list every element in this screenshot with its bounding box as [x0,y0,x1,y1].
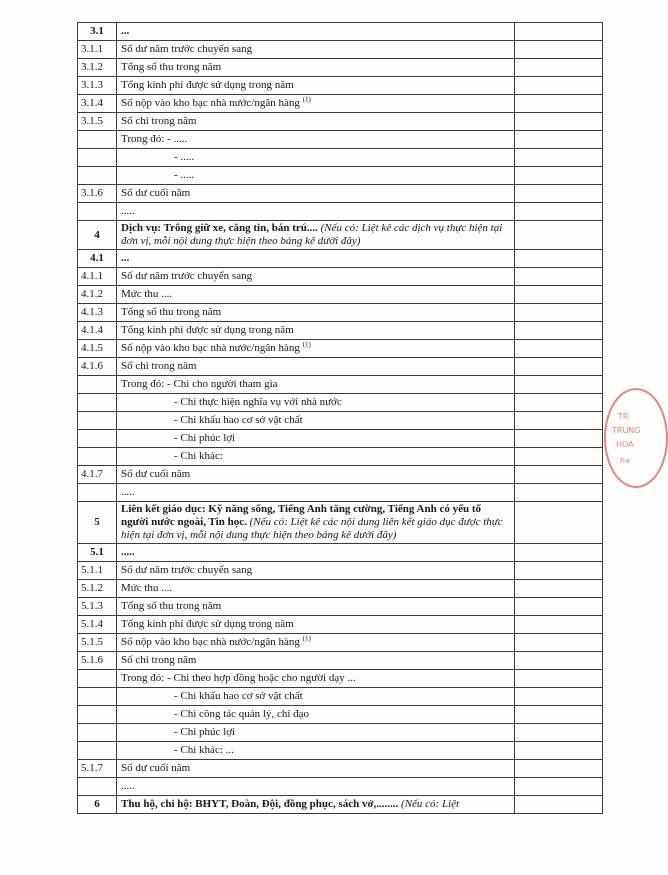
row-content [117,286,515,304]
footnote-marker: (1) [302,340,311,349]
row-label: ..... [121,780,135,792]
row-number [78,670,117,688]
row-label: Số dư năm trước chuyển sang [121,564,253,576]
row-number: 5.1.6 [78,652,117,670]
row-content [117,760,515,778]
row-label: - ..... [174,169,195,181]
value-cell [515,706,603,724]
value-cell [515,466,603,484]
row-label: Số dư cuối năm [121,762,191,774]
row-label: ... [121,25,130,37]
value-cell [515,95,603,113]
row-label: Số dư năm trước chuyển sang [121,43,253,55]
row-label: - Chi thực hiện nghĩa vụ với nhà nước [174,396,342,408]
value-cell [515,340,603,358]
row-content [117,562,515,580]
row-number: 5.1.5 [78,634,117,652]
row-label: Số chi trong năm [121,654,197,666]
table-row [78,394,603,412]
row-content [117,59,515,77]
value-cell [515,412,603,430]
value-cell [515,448,603,466]
row-number [78,448,117,466]
row-number: 5.1.2 [78,580,117,598]
value-cell [515,616,603,634]
row-number [78,376,117,394]
row-label: - Chi khác: ... [174,744,234,756]
row-content [117,23,515,41]
row-content [117,203,515,221]
value-cell [515,59,603,77]
row-content [117,430,515,448]
row-number: 4.1.4 [78,322,117,340]
value-cell [515,376,603,394]
row-number: 4.1 [78,250,117,268]
row-label: - ..... [174,151,195,163]
table-row [78,167,603,185]
row-label: Tổng kinh phí được sử dụng trong năm [121,618,294,630]
value-cell [515,23,603,41]
row-label: Tổng số thu trong năm [121,61,222,73]
value-cell [515,358,603,376]
row-number [78,430,117,448]
row-content [117,580,515,598]
value-cell [515,149,603,167]
value-cell [515,580,603,598]
value-cell [515,113,603,131]
section-note: (Nếu có: Liệt kê các nội dung liên kết giáo dục được thực hiện tại đơn vị, mỗi nội dung thực hiện theo bảng kê dưới đây) [121,516,503,541]
row-label: - Chi công tác quản lý, chỉ đạo [174,708,310,720]
stamp-text: HOA [616,440,634,449]
section-row [78,221,603,250]
value-cell [515,250,603,268]
table-row [78,634,603,652]
report-table [77,22,603,814]
row-content [117,185,515,203]
row-label: Trong đó: - ..... [121,133,188,145]
row-content [117,149,515,167]
row-label: Số dư cuối năm [121,468,191,480]
row-number: 3.1.2 [78,59,117,77]
value-cell [515,742,603,760]
row-content [117,394,515,412]
table-row [78,23,603,41]
row-label: Tổng kinh phí được sử dụng trong năm [121,79,294,91]
value-cell [515,688,603,706]
table-row [78,706,603,724]
row-number [78,203,117,221]
table-row [78,670,603,688]
row-label: - Chi khác: [174,450,223,462]
row-label: - Chi khấu hao cơ sở vật chất [174,690,303,702]
row-number: 6 [78,796,117,814]
value-cell [515,167,603,185]
row-content [117,167,515,185]
table-row [78,185,603,203]
table-row [78,131,603,149]
table-row [78,412,603,430]
row-content [117,688,515,706]
table-row [78,304,603,322]
row-content [117,221,515,250]
row-label: - Chi khấu hao cơ sở vật chất [174,414,303,426]
table-row [78,580,603,598]
row-number [78,706,117,724]
value-cell [515,77,603,95]
table-row [78,430,603,448]
row-number: 4.1.3 [78,304,117,322]
row-number: 4.1.6 [78,358,117,376]
value-cell [515,185,603,203]
value-cell [515,562,603,580]
row-content [117,412,515,430]
row-label: ... [121,252,130,264]
red-seal-stamp [604,388,668,488]
row-label: Số nộp vào kho bạc nhà nước/ngân hàng [121,97,300,109]
row-number: 4.1.2 [78,286,117,304]
row-content [117,322,515,340]
table-row [78,203,603,221]
row-content [117,670,515,688]
section-title: Thu hộ, chi hộ: BHYT, Đoàn, Đội, đồng phục, sách vở,........ [121,798,402,810]
row-content [117,634,515,652]
table-row [78,742,603,760]
table-row [78,448,603,466]
table-row [78,358,603,376]
row-number [78,412,117,430]
row-content [117,706,515,724]
table-row [78,268,603,286]
row-number: 4.1.7 [78,466,117,484]
table-row [78,250,603,268]
row-label: ..... [121,205,135,217]
row-label: Tổng kinh phí được sử dụng trong năm [121,324,294,336]
row-label: - Chi phúc lợi [174,432,236,444]
row-content [117,77,515,95]
table-row [78,77,603,95]
row-content [117,268,515,286]
section-row [78,502,603,544]
row-number: 4.1.5 [78,340,117,358]
value-cell [515,652,603,670]
value-cell [515,304,603,322]
row-number: 3.1.6 [78,185,117,203]
row-content [117,340,515,358]
row-content [117,724,515,742]
section-row [78,796,603,814]
value-cell [515,131,603,149]
table-row [78,340,603,358]
row-label: Số dư cuối năm [121,187,191,199]
row-number: 5 [78,502,117,544]
row-number: 5.1.3 [78,598,117,616]
row-number [78,484,117,502]
row-label: Trong đó: - Chi cho người tham gia [121,378,278,390]
row-number [78,742,117,760]
row-number: 5.1 [78,544,117,562]
row-label: Số chi trong năm [121,360,197,372]
table-row [78,286,603,304]
row-number [78,149,117,167]
row-content [117,113,515,131]
row-content [117,598,515,616]
row-number [78,688,117,706]
table-row [78,598,603,616]
table-row [78,149,603,167]
row-content [117,778,515,796]
table-row [78,376,603,394]
value-cell [515,430,603,448]
value-cell [515,502,603,544]
row-number: 4 [78,221,117,250]
row-content [117,502,515,544]
row-label: Trong đó: - Chi theo hợp đồng hoặc cho người dạy ... [121,672,356,684]
row-content [117,304,515,322]
row-number: 3.1.1 [78,41,117,59]
table-row [78,544,603,562]
row-label: - Chi phúc lợi [174,726,236,738]
row-label: Số nộp vào kho bạc nhà nước/ngân hàng [121,636,300,648]
value-cell [515,484,603,502]
table-row [78,616,603,634]
section-note: (Nếu có: Liệt kê các dịch vụ thực hiện tại đơn vị, mỗi nội dung thực hiện theo bảng kê dưới đây) [121,222,503,247]
value-cell [515,544,603,562]
row-number: 5.1.4 [78,616,117,634]
stamp-text: TR [618,412,629,421]
row-content [117,95,515,113]
row-content [117,376,515,394]
value-cell [515,760,603,778]
row-number: 4.1.1 [78,268,117,286]
value-cell [515,796,603,814]
stamp-text: TRUNG [612,426,641,435]
value-cell [515,322,603,340]
row-label: ..... [121,486,135,498]
value-cell [515,634,603,652]
row-number [78,167,117,185]
table-row [78,652,603,670]
row-content [117,652,515,670]
table-row [78,724,603,742]
value-cell [515,221,603,250]
value-cell [515,268,603,286]
table-row [78,95,603,113]
row-content [117,358,515,376]
row-content [117,41,515,59]
row-number: 5.1.1 [78,562,117,580]
row-number: 3.1.4 [78,95,117,113]
row-content [117,466,515,484]
row-content [117,484,515,502]
stamp-text: ha [620,456,630,465]
value-cell [515,778,603,796]
row-number: 3.1.5 [78,113,117,131]
row-content [117,131,515,149]
row-number [78,778,117,796]
footnote-marker: (1) [302,634,311,643]
row-content [117,250,515,268]
table-row [78,760,603,778]
value-cell [515,670,603,688]
table-row [78,484,603,502]
row-label: Tổng số thu trong năm [121,600,222,612]
value-cell [515,203,603,221]
table-row [78,778,603,796]
row-content [117,742,515,760]
row-label: Mức thu .... [121,288,173,300]
row-number [78,724,117,742]
table-row [78,562,603,580]
section-title: Liên kết giáo dục: Kỹ năng sống, Tiếng Anh tăng cường, Tiếng Anh có yếu tố người nước ngoài, Tin học. [121,503,481,528]
row-number: 5.1.7 [78,760,117,778]
value-cell [515,598,603,616]
row-label: Mức thu .... [121,582,173,594]
footnote-marker: (1) [302,95,311,104]
row-label: Số nộp vào kho bạc nhà nước/ngân hàng [121,342,300,354]
row-content [117,796,515,814]
table-row [78,322,603,340]
row-label: ..... [121,546,135,558]
row-number [78,394,117,412]
table-row [78,688,603,706]
table-row [78,41,603,59]
row-label: Tổng số thu trong năm [121,306,222,318]
row-number: 3.1 [78,23,117,41]
table-row [78,466,603,484]
value-cell [515,724,603,742]
row-number [78,131,117,149]
row-number: 3.1.3 [78,77,117,95]
table-row [78,59,603,77]
table-row [78,113,603,131]
row-content [117,616,515,634]
row-label: Số chi trong năm [121,115,197,127]
value-cell [515,394,603,412]
section-note: (Nếu có: Liệt [401,798,460,810]
row-content [117,448,515,466]
value-cell [515,41,603,59]
section-title: Dịch vụ: Trông giữ xe, căng tin, bán trú.... [121,222,321,234]
row-label: Số dư năm trước chuyển sang [121,270,253,282]
row-content [117,544,515,562]
value-cell [515,286,603,304]
